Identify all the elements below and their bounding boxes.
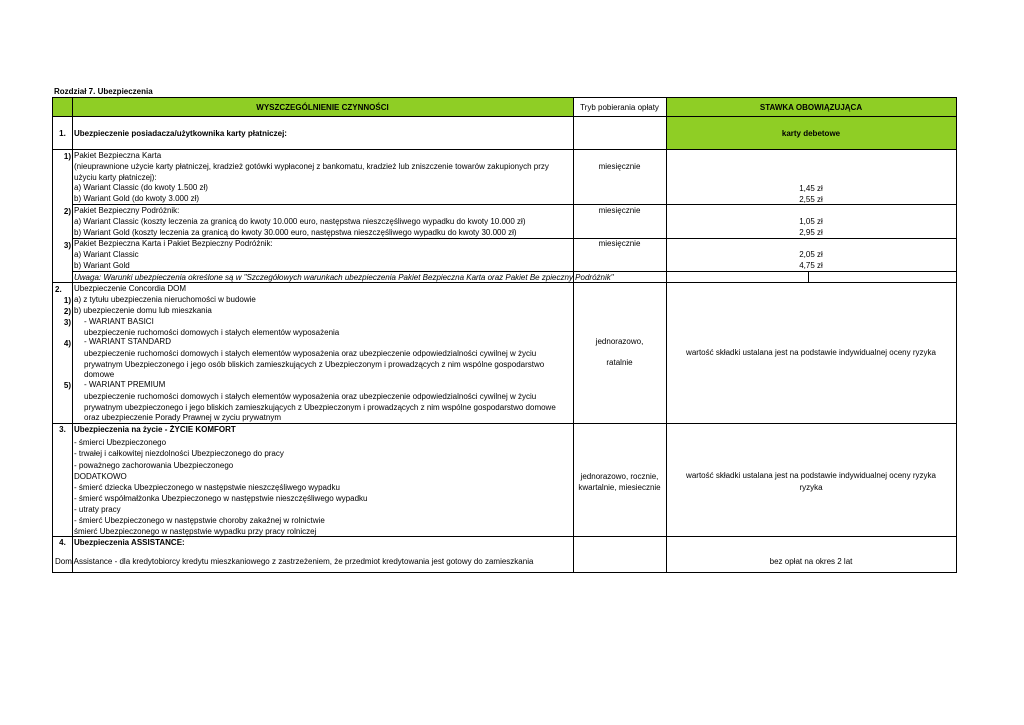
- item-line: - WARIANT STANDARD: [84, 337, 171, 346]
- rate-value: ryzyka: [799, 483, 823, 492]
- item-line: ubezpieczenie ruchomości domowych i stałych elementów wyposażenia: [84, 328, 340, 337]
- item-line: Dom Assistance - dla kredytobiorcy kredytu mieszkaniowego z zastrzeżeniem, że przedmiot kredytowania jest gotowy do zamieszkania: [55, 557, 534, 566]
- item-line: a) Wariant Classic: [74, 250, 139, 259]
- item-line: - WARIANT BASICI: [84, 317, 154, 326]
- mode-value: miesięcznie: [598, 239, 641, 248]
- item-line: - WARIANT PREMIUM: [84, 380, 166, 389]
- item-line: - śmierć Ubezpieczonego w następstwie choroby zakaźnej w rolnictwie: [74, 516, 325, 525]
- item-line: - śmierć współmałżonka Ubezpieczonego w następstwie nieszczęśliwego wypadku: [74, 494, 368, 503]
- rate-value: 2,95 zł: [799, 228, 823, 237]
- item-line: - śmierci Ubezpieczonego: [74, 438, 167, 447]
- mode-value: jednorazowo, rocznie,: [580, 472, 659, 481]
- column-divider: [72, 98, 73, 572]
- item-line: ubezpieczenie ruchomości domowych i stałych elementów wyposażenia oraz ubezpieczenie odpowiedzialności cywilnej w życiu: [84, 392, 537, 401]
- chapter-title: Rozdział 7. Ubezpieczenia: [54, 87, 153, 96]
- item-line: a) Wariant Classic (do kwoty 1.500 zł): [74, 183, 208, 192]
- item-line: Pakiet Bezpieczna Karta: [74, 151, 162, 160]
- mode-value: miesięcznie: [598, 162, 641, 171]
- item-line: a) z tytułu ubezpieczenia nieruchomości w budowie: [74, 295, 256, 304]
- column-divider: [666, 98, 667, 572]
- mode-value: ratalnie: [606, 358, 633, 367]
- section-title: Ubezpieczenie posiadacza/użytkownika karty płatniczej:: [74, 129, 287, 138]
- item-number: 5): [63, 381, 71, 390]
- item-line: ubezpieczenie ruchomości domowych i stałych elementów wyposażenia oraz ubezpieczenie odpowiedzialności cywilnej w życiu: [84, 349, 537, 358]
- rate-value: 1,45 zł: [799, 184, 823, 193]
- rate-subheader: karty debetowe: [781, 129, 841, 138]
- item-line: - utraty pracy: [74, 505, 121, 514]
- note-text: Uwaga: Warunki ubezpieczenia określone są w "Szczegółowych warunkach ubezpieczenia Pakiet Bezpieczna Karta oraz Pakiet Be zpieczny Podróżnik": [74, 273, 614, 282]
- header-mode: Tryb pobierania opłaty: [580, 103, 659, 112]
- row-divider: [53, 116, 956, 117]
- item-line: - trwałej i całkowitej niezdolności Ubezpieczonego do pracy: [74, 449, 284, 458]
- fees-table: [52, 97, 957, 573]
- rate-value: 4,75 zł: [799, 261, 823, 270]
- item-number: 2): [63, 207, 71, 216]
- rate-value: 2,05 zł: [799, 250, 823, 259]
- item-line: a) Wariant Classic (koszty leczenia za granicą do kwoty 10.000 euro, następstwa nieszczęśliwego wypadku do kwoty 10.000 zł): [74, 217, 526, 226]
- mode-value: jednorazowo,: [595, 337, 644, 346]
- section-number: 4.: [59, 538, 66, 547]
- section-title: Ubezpieczenie Concordia DOM: [74, 284, 187, 293]
- item-line: DODATKOWO: [74, 472, 127, 481]
- item-line: b) Wariant Gold: [74, 261, 130, 270]
- item-line: śmierć Ubezpieczonego w następstwie wypadku przy pracy rolniczej: [74, 527, 317, 536]
- header-rate: STAWKA OBOWIĄZUJĄCA: [759, 103, 863, 112]
- item-number: 3): [63, 241, 71, 250]
- item-number: 2): [63, 307, 71, 316]
- item-line: (nieuprawnione użycie karty płatniczej, kradzież gotówki wypłaconej z bankomatu, kradzież lub zniszczenie towarów zakupionych przy: [74, 162, 549, 171]
- item-line: Pakiet Bezpieczny Podróżnik:: [74, 206, 180, 215]
- mode-value: miesięcznie: [598, 206, 641, 215]
- row-divider: [53, 149, 956, 150]
- item-number: 3): [63, 318, 71, 327]
- item-line: b) ubezpieczenie domu lub mieszkania: [74, 306, 212, 315]
- header-activity: WYSZCZEGÓLNIENIE CZYNNOŚCI: [256, 103, 389, 112]
- rate-value: wartość składki ustalana jest na podstawie indywidualnej oceny ryzyka: [686, 348, 936, 357]
- section-title: Ubezpieczenia na życie - ŻYCIE KOMFORT: [74, 425, 236, 434]
- rate-value: wartość składki ustalana jest na podstawie indywidualnej oceny ryzyka: [686, 471, 936, 480]
- rate-value: 1,05 zł: [799, 217, 823, 226]
- item-line: - śmierć dziecka Ubezpieczonego w następstwie nieszczęśliwego wypadku: [74, 483, 340, 492]
- item-line: Pakiet Bezpieczna Karta i Pakiet Bezpieczny Podróżnik:: [74, 239, 273, 248]
- item-line: oraz ubezpieczenie Porady Prawnej w zyciu prywatnym: [84, 413, 281, 422]
- rate-value: 2,55 zł: [799, 195, 823, 204]
- item-number: 4): [63, 339, 71, 348]
- section-title: Ubezpieczenia ASSISTANCE:: [74, 538, 185, 547]
- item-line: użyciu karty płatniczej):: [74, 173, 157, 182]
- mode-value: kwartalnie, miesiecznie: [578, 483, 661, 492]
- item-line: domowe: [84, 370, 115, 379]
- section-number: 2.: [55, 285, 62, 294]
- section-number: 1.: [59, 129, 66, 138]
- item-line: - poważnego zachorowania Ubezpieczonego: [74, 461, 234, 470]
- item-number: 1): [63, 152, 71, 161]
- section-number: 3.: [59, 425, 66, 434]
- item-line: b) Wariant Gold (koszty leczenia za granicą do kwoty 30.000 euro, następstwa nieszczęśliwego wypadku do kwoty 30.000 zł): [74, 228, 517, 237]
- item-line: prywatnym ubezpieczonego i jego bliskich zamieszkujących z Ubezpieczonym i prowadzących z nim wspólne gospodarstwo domowe: [84, 403, 556, 412]
- column-divider-tick: [808, 272, 809, 282]
- item-line: b) Wariant Gold (do kwoty 3.000 zł): [74, 194, 200, 203]
- item-line: prywatnym Ubezpieczonego i jego osób bliskich zamieszkujących z Ubezpieczonym i prowadzących z nim wspólne gospodarstwo: [84, 360, 545, 369]
- item-number: 1): [63, 296, 71, 305]
- rate-value: bez opłat na okres 2 lat: [769, 557, 853, 566]
